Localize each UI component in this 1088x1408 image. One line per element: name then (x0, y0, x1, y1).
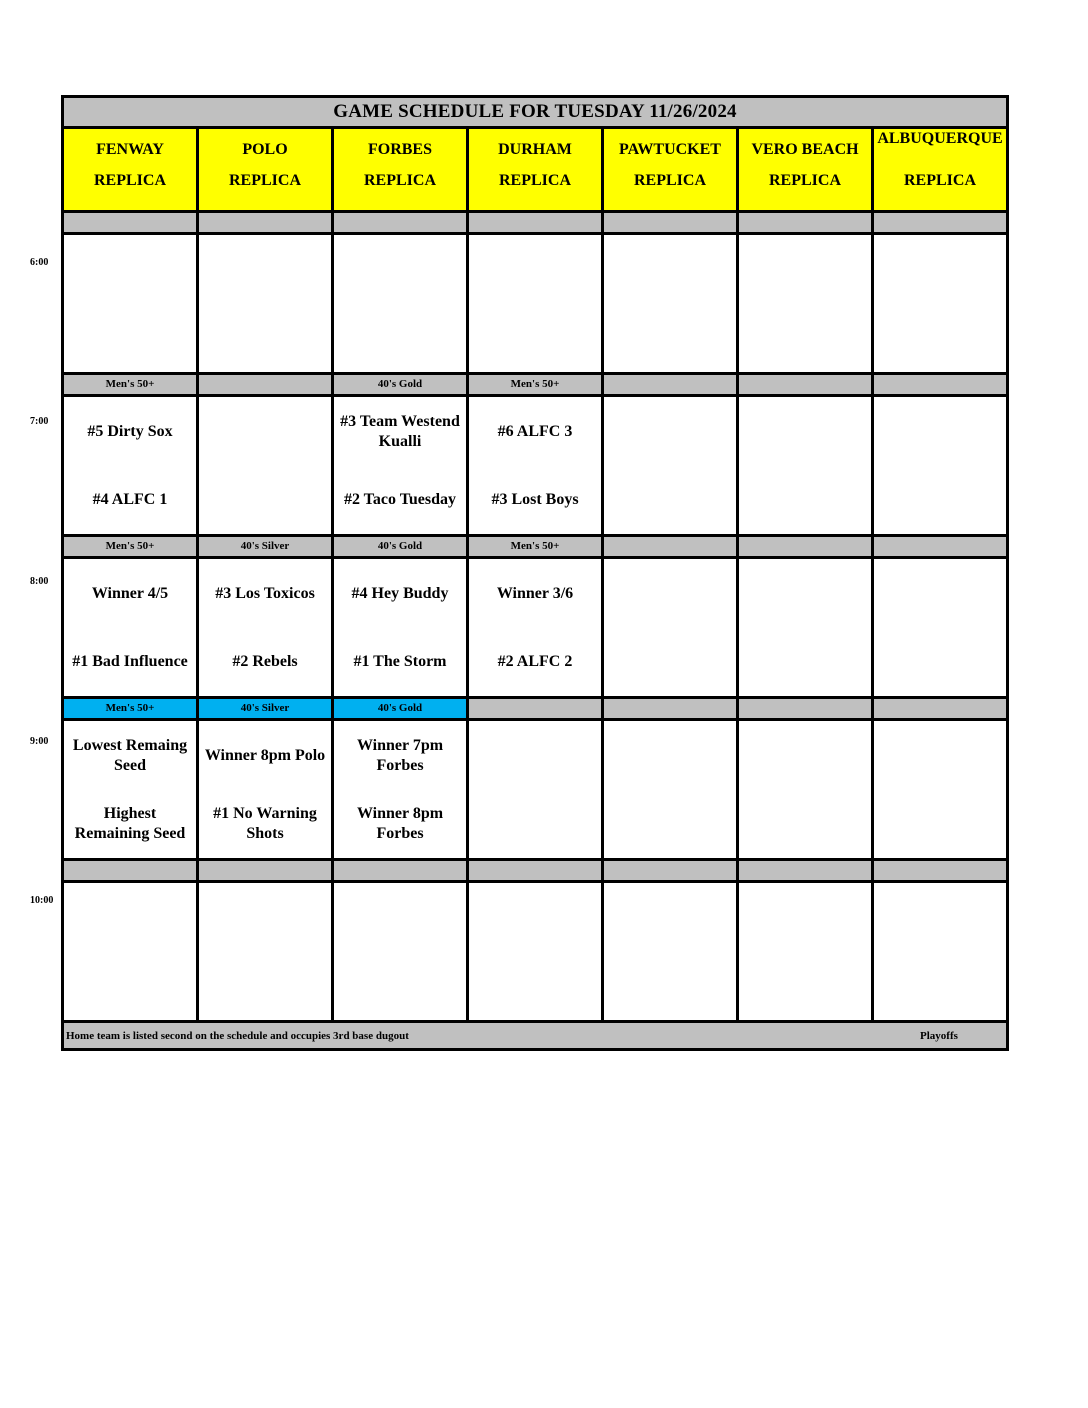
home-team (199, 963, 331, 1009)
home-team: #2 ALFC 2 (497, 653, 573, 670)
away-team (469, 895, 601, 941)
away-team (334, 895, 466, 941)
away-team: Winner 3/6 (496, 585, 574, 602)
division-label (604, 213, 739, 232)
page-title: GAME SCHEDULE FOR TUESDAY 11/26/2024 (64, 98, 1006, 129)
game-cell (199, 397, 334, 534)
game-cell (874, 559, 1006, 696)
home-team (739, 963, 871, 1009)
division-label: Men's 50+ (64, 699, 199, 718)
home-team (334, 315, 466, 361)
game-cell (334, 397, 469, 534)
game-cell (199, 721, 334, 858)
division-label (874, 213, 1006, 232)
division-band (64, 537, 1006, 559)
time-label-10: 10:00 (30, 895, 54, 906)
home-team (199, 315, 331, 361)
division-label (874, 537, 1006, 556)
field-type: REPLICA (903, 172, 976, 189)
home-team: #1 No Warning Shots (213, 805, 317, 842)
playoffs-tag: Playoffs (920, 1029, 958, 1042)
away-team (739, 571, 871, 617)
game-cell (199, 883, 334, 1020)
field-name: PAWTUCKET (619, 141, 721, 158)
away-team (739, 247, 871, 293)
game-slot-row (64, 559, 1006, 699)
game-cell (874, 721, 1006, 858)
division-label: 40's Gold (334, 699, 469, 718)
away-team (739, 733, 871, 779)
schedule-footer (64, 1023, 1006, 1048)
home-team: #3 Lost Boys (491, 491, 579, 508)
away-team: Winner 7pm Forbes (356, 737, 444, 774)
division-label: Men's 50+ (469, 537, 604, 556)
home-team (64, 963, 196, 1009)
division-label: 40's Silver (199, 699, 334, 718)
away-team: Winner 4/5 (91, 585, 169, 602)
home-team (739, 315, 871, 361)
division-label (739, 699, 874, 718)
away-team (739, 895, 871, 941)
division-band (64, 213, 1006, 235)
game-cell (64, 883, 199, 1020)
game-cell (469, 397, 604, 534)
game-slot-row (64, 721, 1006, 861)
time-label-7: 7:00 (30, 416, 49, 427)
field-type: REPLICA (633, 172, 706, 189)
away-team (874, 571, 1006, 617)
game-cell (199, 559, 334, 696)
game-cell (334, 559, 469, 696)
division-label: Men's 50+ (64, 537, 199, 556)
away-team: #6 ALFC 3 (497, 423, 573, 440)
game-cell (64, 235, 199, 372)
home-team (469, 315, 601, 361)
away-team: Winner 8pm Polo (204, 747, 326, 764)
away-team (334, 247, 466, 293)
home-team (604, 477, 736, 523)
game-slot-row (64, 235, 1006, 375)
division-label (874, 699, 1006, 718)
division-label (739, 375, 874, 394)
schedule-sheet (61, 95, 1009, 1051)
division-label (739, 861, 874, 880)
away-team: #5 Dirty Sox (87, 423, 173, 440)
away-team (199, 247, 331, 293)
home-team: #1 Bad Influence (72, 653, 188, 670)
away-team (199, 895, 331, 941)
home-team-note: Home team is listed second on the schedule and occupies 3rd base dugout (66, 1029, 409, 1042)
division-band (64, 375, 1006, 397)
field-type: REPLICA (228, 172, 301, 189)
away-team: #3 Team Westend Kualli (340, 413, 460, 450)
field-type: REPLICA (498, 172, 571, 189)
away-team (874, 733, 1006, 779)
division-label: 40's Gold (334, 537, 469, 556)
home-team: #2 Taco Tuesday (343, 491, 457, 508)
game-cell (64, 559, 199, 696)
home-team: #2 Rebels (232, 653, 298, 670)
division-label (604, 375, 739, 394)
home-team (469, 801, 601, 847)
division-label (469, 861, 604, 880)
division-label (199, 375, 334, 394)
division-band (64, 699, 1006, 721)
game-cell (739, 235, 874, 372)
division-label (199, 213, 334, 232)
division-label: 40's Silver (199, 537, 334, 556)
game-cell (199, 235, 334, 372)
home-team (739, 477, 871, 523)
home-team (64, 315, 196, 361)
field-name: FENWAY (96, 141, 164, 158)
game-cell (739, 883, 874, 1020)
home-team (604, 639, 736, 685)
away-team (604, 409, 736, 455)
home-team: #1 The Storm (353, 653, 447, 670)
field-name: DURHAM (498, 141, 572, 158)
division-label: 40's Gold (334, 375, 469, 394)
away-team (604, 571, 736, 617)
field-type: REPLICA (93, 172, 166, 189)
game-cell (469, 559, 604, 696)
home-team (199, 477, 331, 523)
home-team (874, 315, 1006, 361)
away-team (739, 409, 871, 455)
field-name: ALBUQUERQUE (877, 130, 1003, 147)
time-label-8: 8:00 (30, 576, 49, 587)
home-team (874, 801, 1006, 847)
away-team (874, 895, 1006, 941)
home-team: #4 ALFC 1 (92, 491, 168, 508)
away-team (604, 733, 736, 779)
game-cell (739, 721, 874, 858)
field-type: REPLICA (363, 172, 436, 189)
field-name: FORBES (367, 141, 432, 158)
field-name: VERO BEACH (751, 141, 859, 158)
home-team (604, 315, 736, 361)
game-cell (874, 235, 1006, 372)
division-label (469, 213, 604, 232)
home-team: Winner 8pm Forbes (356, 805, 444, 842)
division-label (334, 861, 469, 880)
game-cell (64, 397, 199, 534)
away-team (199, 409, 331, 455)
field-header-forbes (334, 129, 469, 210)
game-cell (739, 397, 874, 534)
away-team (874, 247, 1006, 293)
game-cell (469, 235, 604, 372)
time-label-6: 6:00 (30, 257, 49, 268)
home-team (469, 963, 601, 1009)
away-team (469, 247, 601, 293)
away-team: Lowest Remaing Seed (72, 737, 188, 774)
field-header-albuquerque (874, 129, 1006, 210)
division-label: Men's 50+ (469, 375, 604, 394)
away-team (64, 247, 196, 293)
game-slot-row (64, 883, 1006, 1023)
division-label (334, 213, 469, 232)
away-team (469, 733, 601, 779)
game-cell (334, 235, 469, 372)
game-cell (739, 559, 874, 696)
field-header-vero-beach (739, 129, 874, 210)
division-label: Men's 50+ (64, 375, 199, 394)
division-band (64, 861, 1006, 883)
field-header-polo (199, 129, 334, 210)
division-label (604, 537, 739, 556)
field-header-pawtucket (604, 129, 739, 210)
division-label (739, 213, 874, 232)
game-cell (604, 235, 739, 372)
away-team (64, 895, 196, 941)
game-cell (874, 397, 1006, 534)
home-team (874, 963, 1006, 1009)
home-team (334, 963, 466, 1009)
field-type: REPLICA (768, 172, 841, 189)
game-cell (469, 721, 604, 858)
home-team (874, 639, 1006, 685)
game-cell (334, 883, 469, 1020)
game-cell (604, 397, 739, 534)
home-team: Highest Remaining Seed (74, 805, 186, 842)
home-team (739, 801, 871, 847)
division-label (64, 213, 199, 232)
away-team: #4 Hey Buddy (351, 585, 449, 602)
division-label (64, 861, 199, 880)
division-label (604, 699, 739, 718)
division-label (874, 861, 1006, 880)
field-header-row (64, 129, 1006, 213)
game-cell (469, 883, 604, 1020)
game-cell (64, 721, 199, 858)
game-cell (874, 883, 1006, 1020)
time-label-9: 9:00 (30, 736, 49, 747)
division-label (739, 537, 874, 556)
away-team (604, 247, 736, 293)
division-label (604, 861, 739, 880)
away-team (604, 895, 736, 941)
away-team: #3 Los Toxicos (215, 585, 315, 602)
division-label (199, 861, 334, 880)
home-team (739, 639, 871, 685)
home-team (604, 963, 736, 1009)
away-team (874, 409, 1006, 455)
game-cell (604, 721, 739, 858)
home-team (604, 801, 736, 847)
division-label (469, 699, 604, 718)
game-cell (604, 883, 739, 1020)
game-cell (604, 559, 739, 696)
game-cell (334, 721, 469, 858)
field-name: POLO (242, 141, 288, 158)
division-label (874, 375, 1006, 394)
game-slot-row (64, 397, 1006, 537)
field-header-fenway (64, 129, 199, 210)
home-team (874, 477, 1006, 523)
field-header-durham (469, 129, 604, 210)
